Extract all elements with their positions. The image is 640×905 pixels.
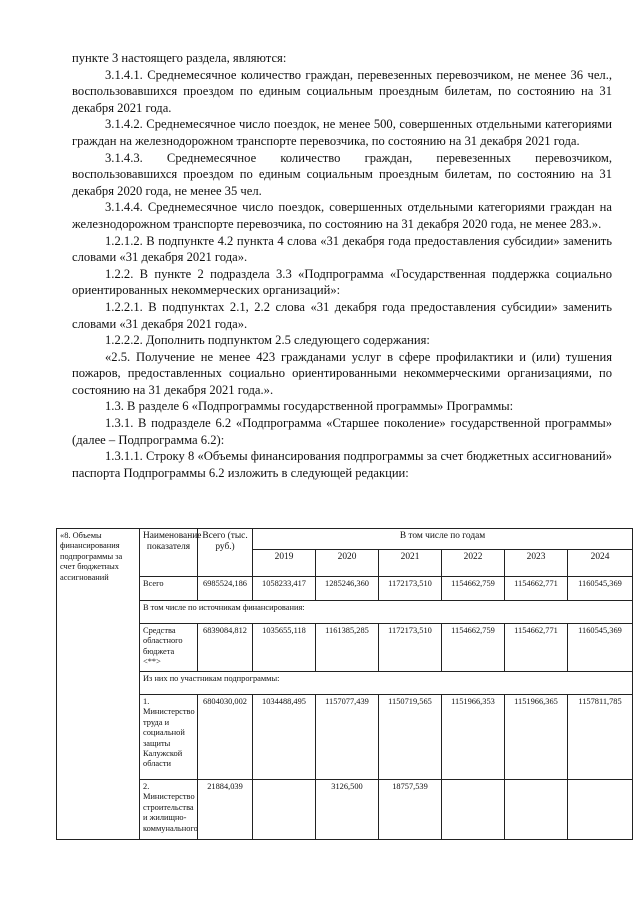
value-cell: 1157811,785 [568, 695, 633, 780]
value-cell: 1154662,759 [442, 577, 505, 601]
value-cell [442, 780, 505, 840]
column-header-years: В том числе по годам [253, 529, 633, 550]
row-name: Всего [140, 577, 198, 601]
row-name: 2. Министерство строительства и жилищно-коммунального [140, 780, 198, 840]
financing-table [56, 528, 633, 840]
paragraph: 1.3.1. В подразделе 6.2 «Подпрограмма «Старшее поколение» государственной программы» (далее – Подпрограмма 6.2): [72, 416, 612, 447]
column-header-name: Наименование показателя [140, 529, 198, 577]
paragraph: 3.1.4.2. Среднемесячное число поездок, не менее 500, совершенных отдельными категориями граждан на железнодорожном транспорте перевозчика, по состоянию на 31 декабря 2021 года. [72, 117, 612, 148]
value-cell: 1161385,285 [316, 624, 379, 672]
value-cell: 1157077,439 [316, 695, 379, 780]
value-cell [568, 780, 633, 840]
paragraph: 1.2.2.2. Дополнить подпунктом 2.5 следующего содержания: [105, 333, 430, 348]
paragraph: пункте 3 настоящего раздела, являются: [72, 51, 287, 65]
year-header: 2024 [568, 550, 633, 577]
year-header: 2020 [316, 550, 379, 577]
paragraph: 1.3.1.1. Строку 8 «Объемы финансирования подпрограммы за счет бюджетных ассигнований» паспорта Подпрограммы 6.2 изложить в следующей редакции: [72, 449, 612, 480]
value-cell: 1151966,353 [442, 695, 505, 780]
section-participants: Из них по участникам подпрограммы: [140, 672, 633, 695]
row-name: Средства областного бюджета <**> [140, 624, 198, 672]
row-total: 6985524,186 [198, 577, 253, 601]
column-header-total: Всего (тыс. руб.) [198, 529, 253, 577]
table-row [57, 577, 633, 601]
value-cell: 1034488,495 [253, 695, 316, 780]
paragraph: 3.1.4.3. Среднемесячное количество граждан, перевезенных перевозчиком, воспользовавшихся проездом по единым социальным проездным билетам, по состоянию на 31 декабря 2020 года, не менее 35 чел. [72, 150, 612, 198]
value-cell: 1151966,365 [505, 695, 568, 780]
table-row [57, 695, 633, 780]
table-row [57, 780, 633, 840]
value-cell: 1154662,771 [505, 624, 568, 672]
row-total: 21884,039 [198, 780, 253, 840]
value-cell: 1150719,565 [379, 695, 442, 780]
row-label: «8. Объемы финансирования подпрограммы за счет бюджетных ассигнований [57, 529, 140, 840]
row-name: 1. Министерство труда и социальной защиты Калужской области [140, 695, 198, 780]
paragraph: 3.1.4.4. Среднемесячное число поездок, совершенных отдельными категориями граждан на железнодорожном транспорте перевозчика, по состоянию на 31 декабря 2020 года, не менее 283.». [72, 200, 612, 231]
paragraph: 1.2.1.2. В подпункте 4.2 пункта 4 слова «31 декабря года предоставления субсидии» заменить словами «31 декабря 2021 года». [72, 233, 612, 265]
paragraph: 1.2.2. В пункте 2 подраздела 3.3 «Подпрограмма «Государственная поддержка социально ориентированных некоммерческих организаций»: [72, 266, 612, 298]
section-sources: В том числе по источникам финансирования: [140, 601, 633, 624]
value-cell: 1285246,360 [316, 577, 379, 601]
year-header: 2023 [505, 550, 568, 577]
paragraph: 1.3. В разделе 6 «Подпрограммы государственной программы» Программы: [105, 399, 514, 414]
value-cell: 1172173,510 [379, 624, 442, 672]
year-header: 2019 [253, 550, 316, 577]
paragraph: 3.1.4.1. Среднемесячное количество граждан, перевезенных перевозчиком, не менее 36 чел., воспользовавшихся проездом по единым социальным проездным билетам, по состоянию на 31 декабря 2021 года. [72, 67, 612, 115]
value-cell: 3126,500 [316, 780, 379, 840]
value-cell [505, 780, 568, 840]
table-row [57, 624, 633, 672]
document-body [72, 50, 612, 481]
value-cell [253, 780, 316, 840]
row-total: 6804030,002 [198, 695, 253, 780]
value-cell: 1160545,369 [568, 624, 633, 672]
value-cell: 1058233,417 [253, 577, 316, 601]
year-header: 2022 [442, 550, 505, 577]
value-cell: 1035655,118 [253, 624, 316, 672]
paragraph: «2.5. Получение не менее 423 гражданами услуг в сфере профилактики и (или) тушения пожаров, предоставленных социально ориентированными некоммерческими организациями, по состоянию на 31 декабря 2021 года.». [72, 349, 612, 397]
year-header: 2021 [379, 550, 442, 577]
value-cell: 1160545,369 [568, 577, 633, 601]
value-cell: 1154662,759 [442, 624, 505, 672]
value-cell: 1172173,510 [379, 577, 442, 601]
row-total: 6839084,812 [198, 624, 253, 672]
value-cell: 18757,539 [379, 780, 442, 840]
paragraph: 1.2.2.1. В подпунктах 2.1, 2.2 слова «31 декабря года предоставления субсидии» заменить словами «31 декабря 2021 года». [72, 299, 612, 331]
value-cell: 1154662,771 [505, 577, 568, 601]
